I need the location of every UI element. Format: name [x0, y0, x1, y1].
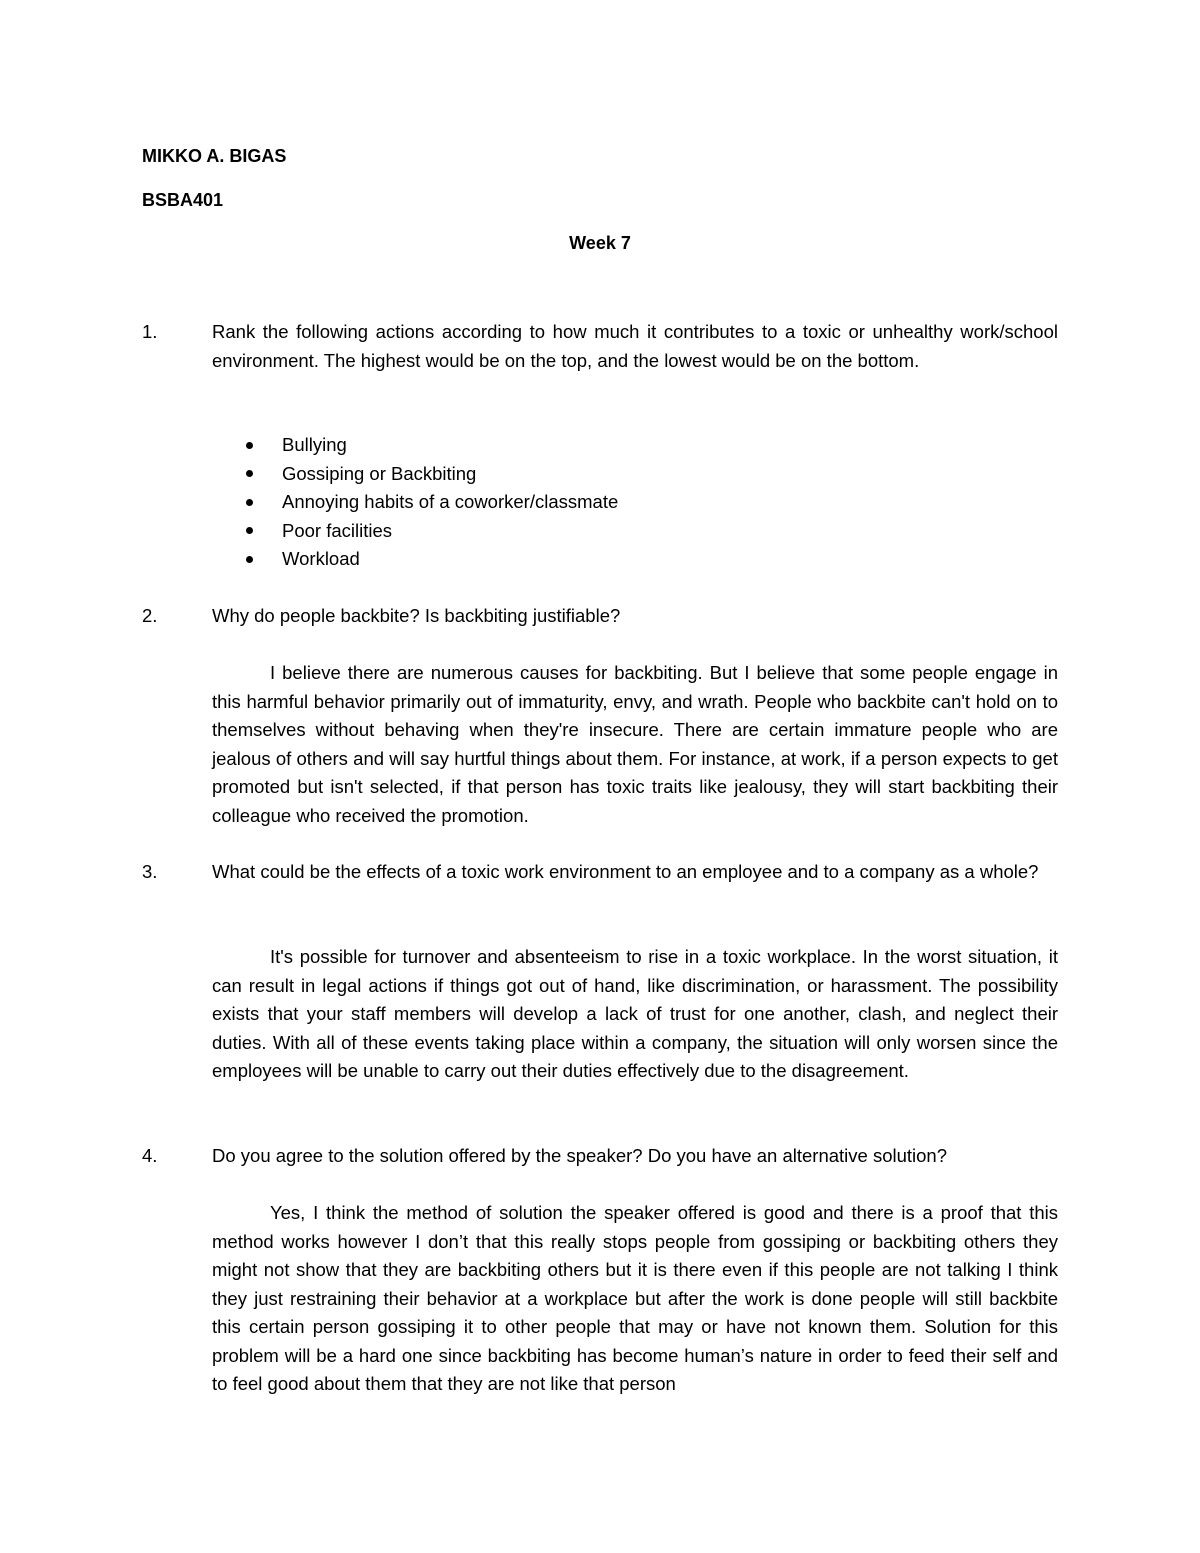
- question-text: Do you agree to the solution offered by the speaker? Do you have an alternative solution?: [212, 1145, 948, 1166]
- answer-2: I believe there are numerous causes for backbiting. But I believe that some people engage in this harmful behavior primarily out of immaturity, envy, and wrath. People who backbite can't hold on to themselves without behaving when they're insecure. There are certain immature people who are jealous of others and will say hurtful things about them. For instance, at work, if a person expects to get promoted but isn't selected, if that person has toxic traits like jealousy, they will start backbiting their colleague who received the promotion.: [212, 662, 1058, 826]
- question-1: [142, 318, 1058, 375]
- question-text: Why do people backbite? Is backbiting justifiable?: [212, 605, 621, 626]
- list-item-text: Bullying: [282, 434, 347, 456]
- bullet-icon: [246, 499, 253, 506]
- question-2: [142, 602, 1058, 631]
- bullet-icon: [246, 470, 253, 477]
- question-number: 1.: [142, 321, 158, 342]
- question-number: 2.: [142, 605, 158, 626]
- question-text: What could be the effects of a toxic work environment to an employee and to a company as a whole?: [212, 861, 1039, 882]
- course-code: BSBA401: [142, 190, 224, 210]
- list-item: [240, 460, 618, 489]
- question-number: 3.: [142, 861, 158, 882]
- answer-3: It's possible for turnover and absenteeism to rise in a toxic workplace. In the worst situation, it can result in legal actions if things got out of hand, like discrimination, or harassment. The possibility exists that your staff members will develop a lack of trust for one another, clash, and neglect their duties. With all of these events taking place within a company, the situation will only worsen since the employees will be unable to carry out their duties effectively due to the disagreement.: [212, 946, 1058, 1081]
- answer-4: Yes, I think the method of solution the speaker offered is good and there is a proof that this method works however I don’t that this really stops people from gossiping or backbiting others they might not show that they are backbiting others but it is there even if this people are not talking I think they just restraining their behavior at a workplace but after the work is done people will still backbite this certain person gossiping it to other people that may or have not known them. Solution for this problem will be a hard one since backbiting has become human’s nature in order to feed their self and to feel good about them that they are not like that person: [212, 1202, 1058, 1394]
- list-item-text: Workload: [282, 548, 360, 570]
- author-name: MIKKO A. BIGAS: [142, 146, 287, 166]
- list-item: [240, 517, 618, 546]
- bullet-icon: [246, 527, 253, 534]
- ranking-list: [240, 431, 618, 574]
- list-item-text: Annoying habits of a coworker/classmate: [282, 491, 619, 513]
- list-item: [240, 545, 618, 574]
- list-item: [240, 431, 618, 460]
- list-item-text: Gossiping or Backbiting: [282, 462, 477, 484]
- list-item-text: Poor facilities: [282, 519, 393, 541]
- question-3: [142, 858, 1058, 887]
- bullet-icon: [246, 556, 253, 563]
- week-title: Week 7: [569, 233, 631, 253]
- question-4: [142, 1142, 1058, 1171]
- list-item: [240, 488, 618, 517]
- bullet-icon: [246, 442, 253, 449]
- question-text: Rank the following actions according to how much it contributes to a toxic or unhealthy work/school environment. The highest would be on the top, and the lowest would be on the bottom.: [212, 321, 1058, 371]
- question-number: 4.: [142, 1145, 158, 1166]
